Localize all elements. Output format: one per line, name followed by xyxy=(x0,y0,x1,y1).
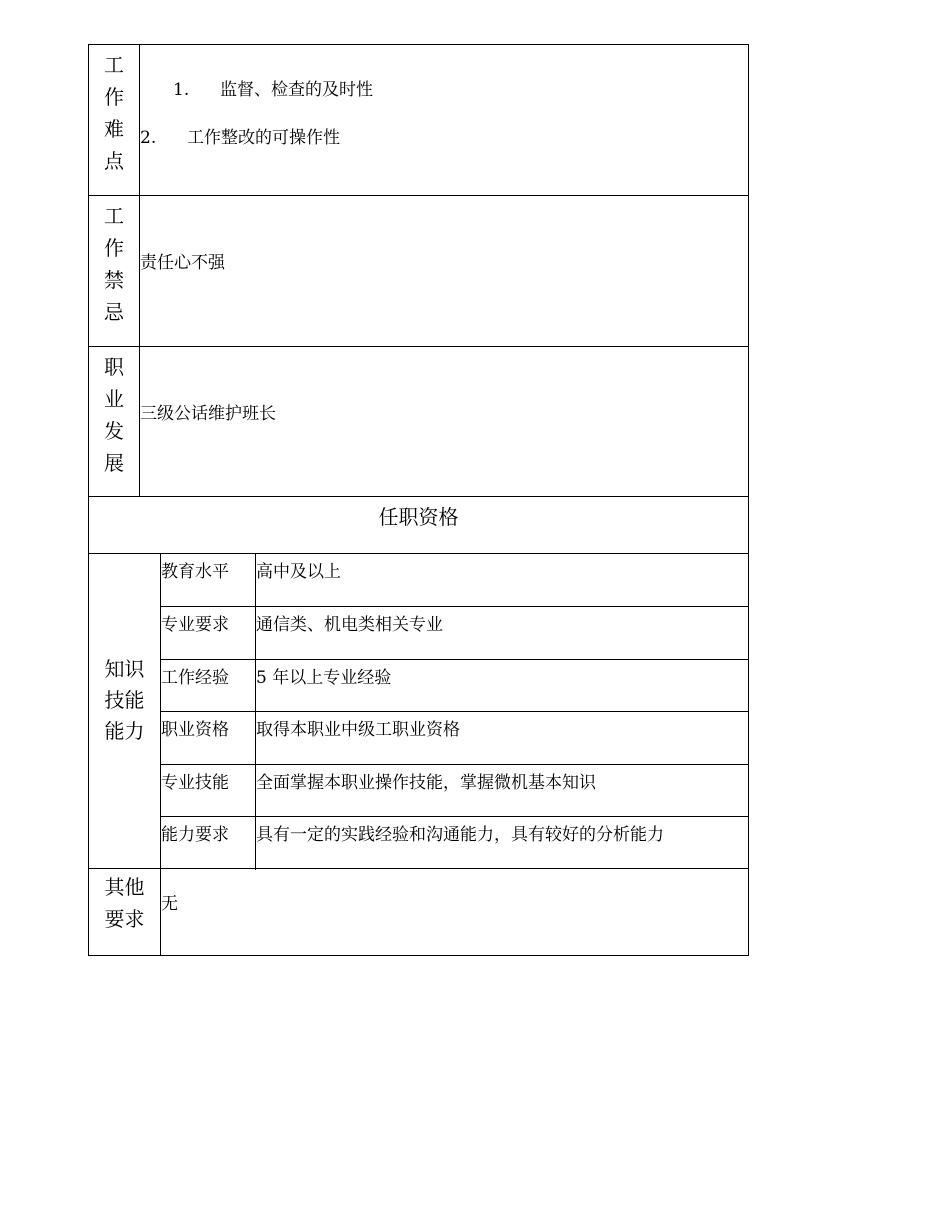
knowledge-row-value: 通信类、机电类相关专业 xyxy=(256,615,443,635)
knowledge-row-value: 高中及以上 xyxy=(256,562,341,582)
taboo-row xyxy=(89,195,748,346)
taboo-label: 工 作 禁 忌 xyxy=(89,196,140,346)
career-label: 职 业 发 展 xyxy=(89,347,140,497)
other-text: 无 xyxy=(161,894,178,914)
qualification-title: 任职资格 xyxy=(378,505,459,529)
difficulty-content xyxy=(140,45,748,196)
taboo-text: 责任心不强 xyxy=(140,253,225,273)
career-content xyxy=(140,347,748,497)
knowledge-row-certification xyxy=(161,711,748,764)
knowledge-row-education xyxy=(161,554,748,607)
knowledge-row-name: 专业要求 xyxy=(161,607,256,659)
career-row xyxy=(89,346,748,497)
knowledge-row-major xyxy=(161,606,748,659)
knowledge-row-value: 具有一定的实践经验和沟通能力，具有较好的分析能力 xyxy=(256,825,664,845)
knowledge-row-name: 教育水平 xyxy=(161,554,256,607)
knowledge-label: 知识 技能 能力 xyxy=(89,554,161,869)
other-row xyxy=(89,868,748,955)
job-description-table xyxy=(88,44,749,956)
knowledge-row-skills xyxy=(161,764,748,817)
other-label: 其他 要求 xyxy=(89,869,161,955)
knowledge-row-value: 全面掌握本职业操作技能，掌握微机基本知识 xyxy=(256,773,596,793)
knowledge-row-value: 取得本职业中级工职业资格 xyxy=(256,720,460,740)
knowledge-row-name: 职业资格 xyxy=(161,712,256,764)
knowledge-row-experience xyxy=(161,659,748,712)
difficulty-label: 工 作 难 点 xyxy=(89,45,140,196)
taboo-content xyxy=(140,196,748,346)
difficulty-item: 2. 工作整改的可操作性 xyxy=(140,128,340,148)
knowledge-row-value: 5 年以上专业经验 xyxy=(256,668,392,688)
knowledge-row-name: 工作经验 xyxy=(161,660,256,712)
knowledge-row-name: 能力要求 xyxy=(161,817,256,870)
knowledge-row-ability xyxy=(161,816,748,870)
qualification-row xyxy=(89,496,748,554)
difficulty-item: 1. 监督、检查的及时性 xyxy=(173,80,373,100)
knowledge-row-name: 专业技能 xyxy=(161,765,256,817)
career-text: 三级公话维护班长 xyxy=(140,404,276,424)
knowledge-section xyxy=(89,553,748,869)
difficulty-row xyxy=(89,45,748,196)
